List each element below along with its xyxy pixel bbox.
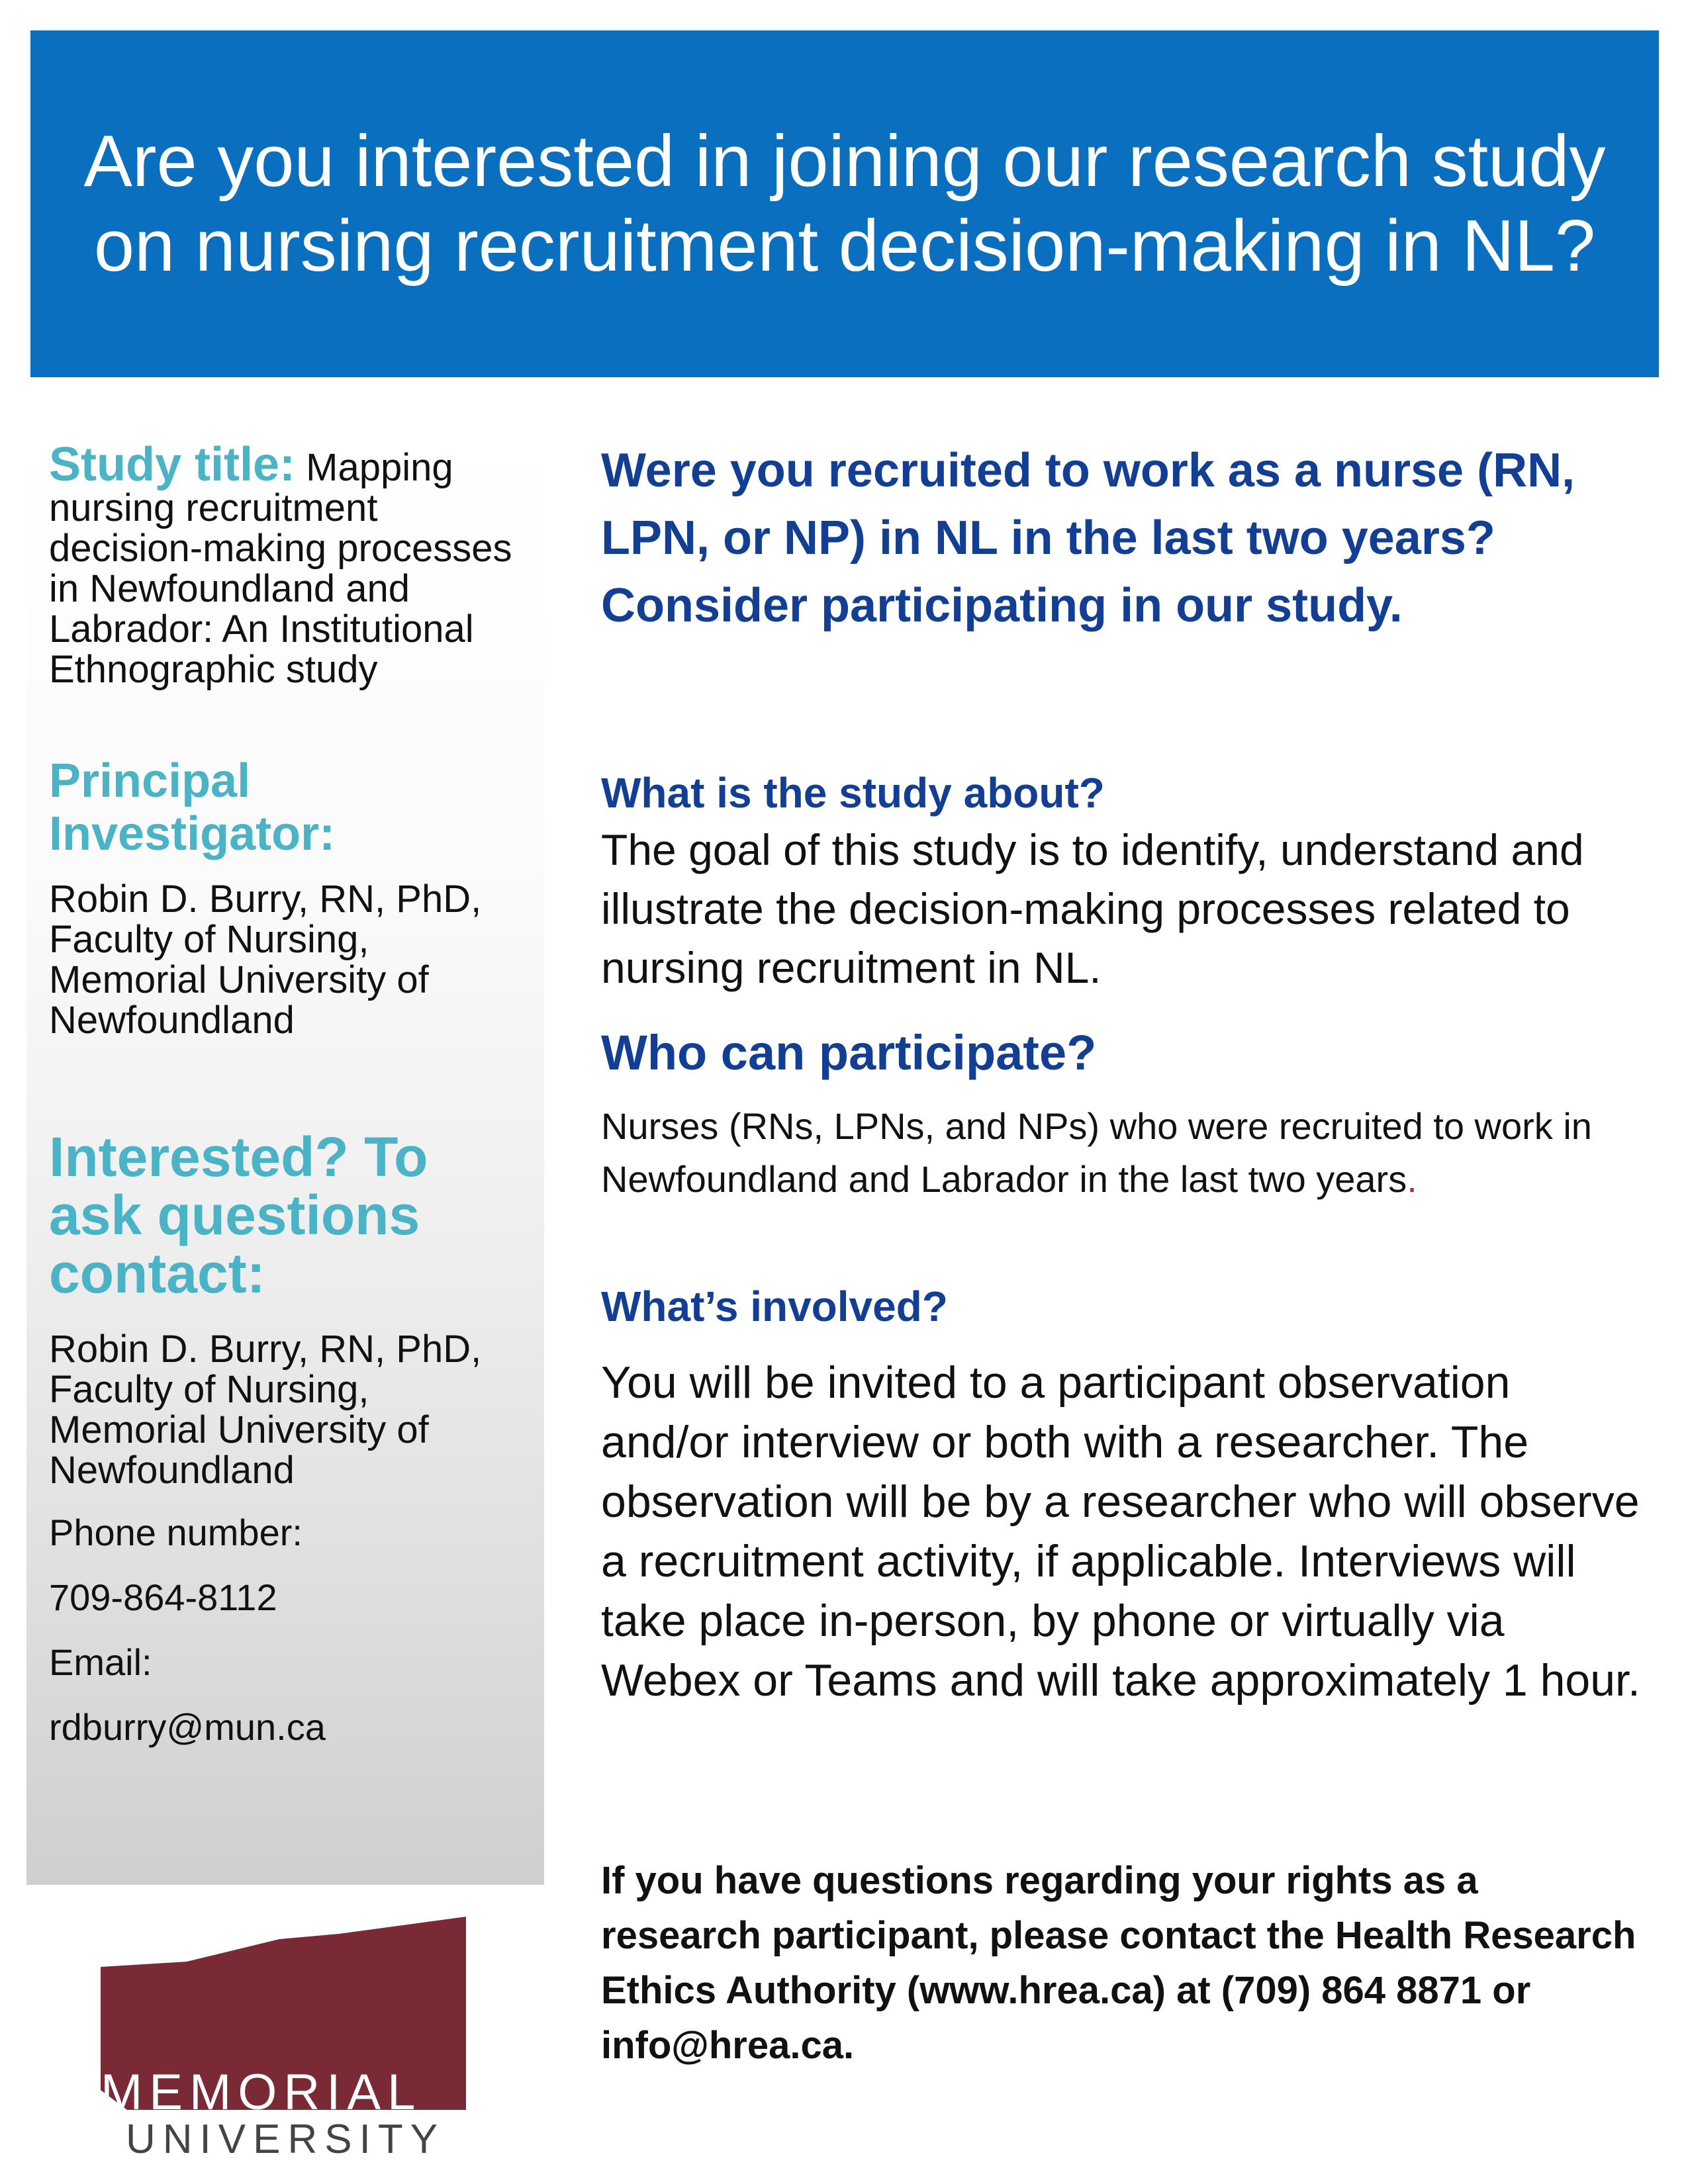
contact-heading: Interested? To ask questions contact: — [49, 1126, 428, 1304]
who-heading: Who can participate? — [601, 1025, 1097, 1080]
email-address[interactable]: rdburry@mun.ca — [49, 1706, 326, 1748]
study-title-label: Study title: — [49, 438, 295, 491]
phone-label: Phone number: — [49, 1512, 303, 1553]
header-banner — [30, 30, 1659, 377]
who-text — [601, 1100, 1640, 1206]
title-line-1: Are you interested in joining our research study — [83, 120, 1606, 202]
study-title-text: nursing recruitment decision-making processes in Newfoundland and Labrador: An Institutional Ethnographic study — [49, 486, 512, 691]
who-text-body: Nurses (RNs, LPNs, and NPs) who were recruited to work in Newfoundland and Labrador in the last two years — [601, 1105, 1592, 1200]
contact-text: Robin D. Burry, RN, PhD, Faculty of Nursing, Memorial University of Newfoundland — [49, 1328, 482, 1492]
phone-number[interactable]: 709-864-8112 — [49, 1576, 277, 1618]
logo-word-memorial: MEMORIAL — [101, 2064, 422, 2120]
lead-question: Were you recruited to work as a nurse (RN, LPN, or NP) in NL in the last two years? Consider participating in our study. — [601, 444, 1575, 632]
pi-text: Robin D. Burry, RN, PhD, Faculty of Nursing, Memorial University of Newfoundland — [49, 878, 482, 1042]
ethics-contact-note: If you have questions regarding your rights as a research participant, please contact the Health Research Ethics Authority (www.hrea.ca) at (709) 864 8871 or info@hrea.ca. — [601, 1859, 1636, 2067]
pi-label: Principal Investigator: — [49, 754, 336, 860]
who-text-period: . — [1407, 1158, 1417, 1200]
study-title — [49, 438, 526, 691]
study-title-first-word: Mapping — [306, 446, 453, 489]
email-label: Email: — [49, 1641, 152, 1683]
involved-heading: What’s involved? — [601, 1283, 948, 1330]
logo-word-university: UNIVERSITY — [126, 2116, 445, 2162]
about-heading: What is the study about? — [601, 769, 1105, 817]
involved-text: You will be invited to a participant observation and/or interview or both with a researcher. The observation will be by a researcher who will observe a recruitment activity, if applicable. Interviews will take place in-person, by phone or virtually via Webex or Teams and will take approximately 1 hour. — [601, 1357, 1640, 1706]
page-title — [83, 119, 1605, 289]
title-line-2: on nursing recruitment decision-making in NL? — [93, 205, 1596, 287]
about-text: The goal of this study is to identify, understand and illustrate the decision-making processes related to nursing recruitment in NL. — [601, 825, 1584, 992]
